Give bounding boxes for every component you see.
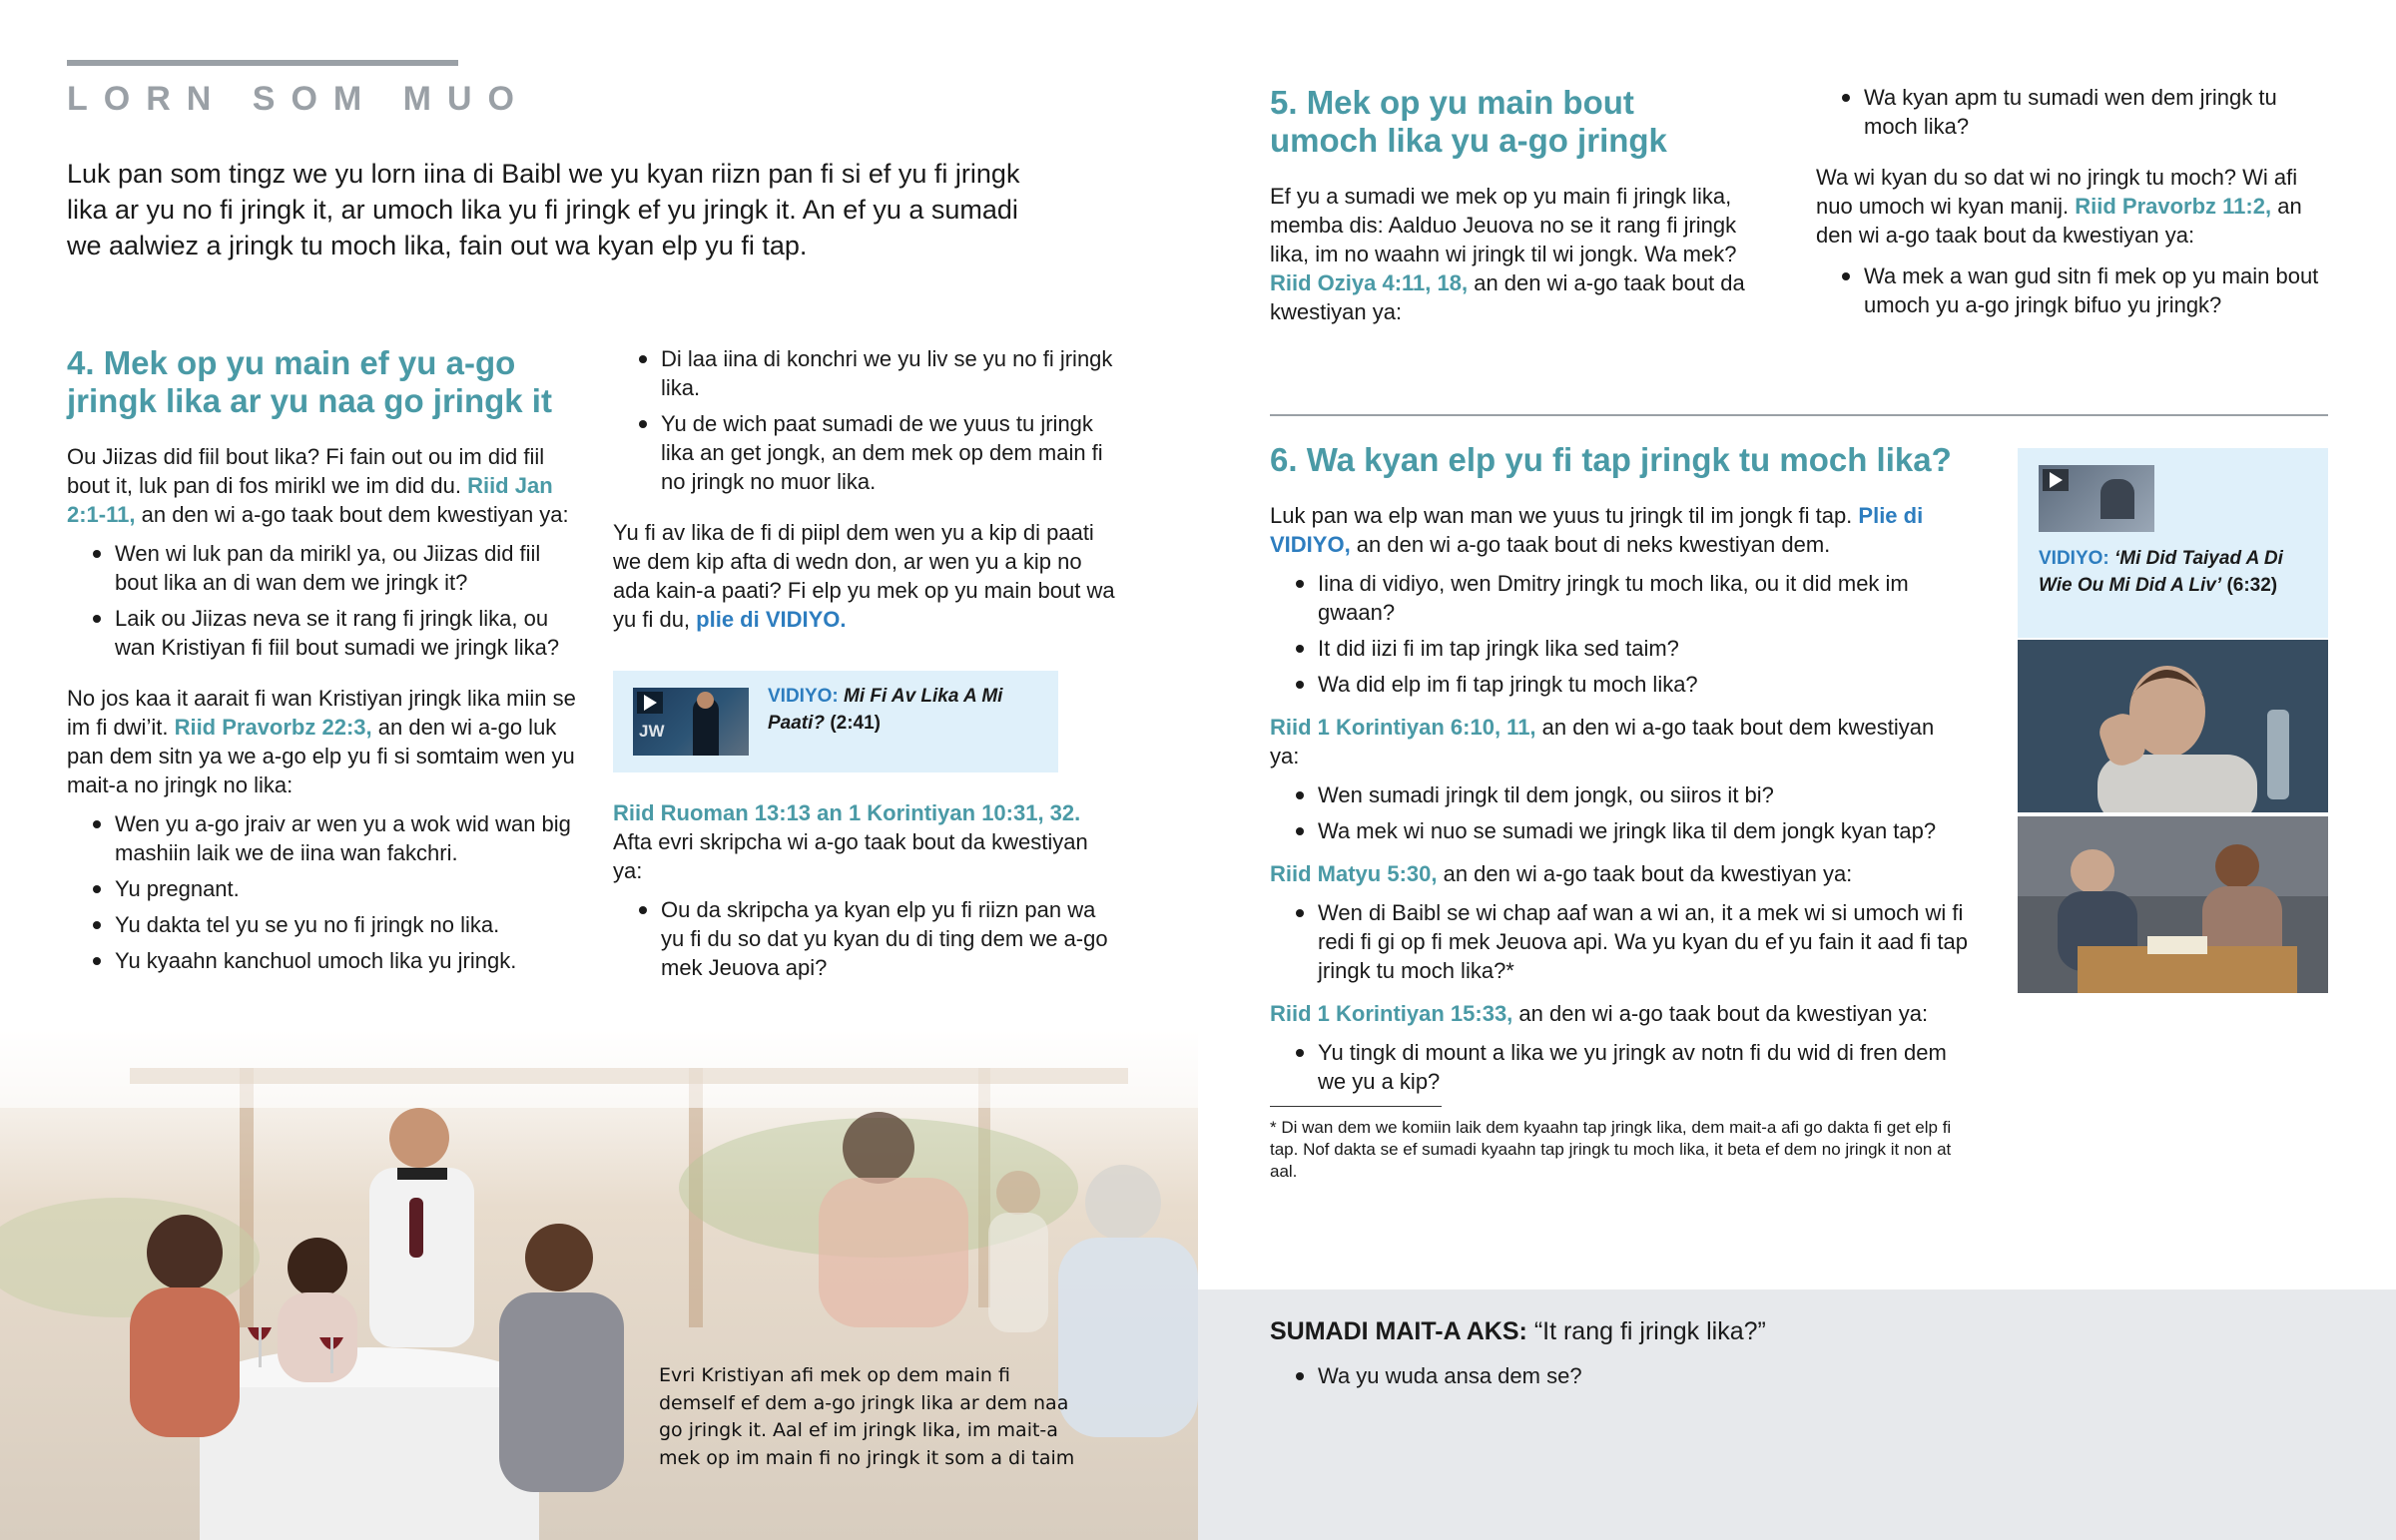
list-item: Di laa iina di konchri we yu liv se yu no fi jringk lika. xyxy=(613,344,1117,402)
play-icon[interactable] xyxy=(2050,472,2063,488)
question-list xyxy=(1816,83,2335,141)
list-item: Wen sumadi jringk til dem jongk, ou siiros it bi? xyxy=(1270,780,1969,809)
summary-box xyxy=(1198,1289,2396,1540)
jw-logo: JW xyxy=(639,722,665,741)
section-5-column-2 xyxy=(1816,83,2335,326)
section-label: LORN SOM MUO xyxy=(67,80,530,118)
video-thumbnail[interactable] xyxy=(633,688,749,756)
section-divider xyxy=(1270,414,2328,416)
section-4-column-2-bottom xyxy=(613,798,1117,989)
list-item: Wa mek a wan gud sitn fi mek op yu main bout umoch yu a-go jringk bifuo yu jringk? xyxy=(1816,261,2335,319)
scripture-link[interactable]: Riid Pravorbz 22:3, xyxy=(174,715,372,740)
play-icon[interactable] xyxy=(644,695,657,711)
list-item: Laik ou Jiizas neva se it rang fi jringk lika, ou wan Kristiyan fi fiil bout sumadi we jringk lika? xyxy=(67,604,586,662)
section-4-paragraph-4: Riid Ruoman 13:13 an 1 Korintiyan 10:31, 32. Afta evri skripcha wi a-go taak bout da kwestiyan ya: xyxy=(613,800,1088,883)
section-6-main xyxy=(1270,441,1969,1183)
summary-question-list xyxy=(1270,1361,1869,1397)
list-item: Yu kyaahn kanchuol umoch lika yu jringk. xyxy=(67,946,586,975)
question-list xyxy=(613,895,1117,982)
list-item: Wa did elp im fi tap jringk tu moch lika? xyxy=(1270,670,1969,699)
question-list xyxy=(1270,1038,1969,1096)
question-list xyxy=(67,539,586,662)
section-6-paragraph-2: Riid 1 Korintiyan 6:10, 11, an den wi a-go taak bout dem kwestiyan ya: xyxy=(1270,715,1935,769)
list-item: Wa mek wi nuo se sumadi we jringk lika til dem jongk kyan tap? xyxy=(1270,816,1969,845)
list-item: Wen di Baibl se wi chap aaf wan a wi an, it a mek wi si umoch wi fi redi fi gi op fi mek Jeuova api. Wa yu kyan du ef yu fain it aad fi tap jringk tu moch lika?* xyxy=(1270,898,1969,985)
footnote: * Di wan dem we komiin laik dem kyaahn tap jringk lika, dem mait-a afi go dakta fi get elp fi tap. Nof dakta se ef sumadi kyaahn tap jringk tu moch lika, it beta ef dem no jringk it non at aal. xyxy=(1270,1118,1952,1181)
video-duration: (6:32) xyxy=(2226,575,2278,596)
scripture-link[interactable]: Riid 1 Korintiyan 15:33, xyxy=(1270,1001,1513,1026)
list-item: Iina di vidiyo, wen Dmitry jringk tu moch lika, ou it did mek im gwaan? xyxy=(1270,569,1969,627)
section-4-heading: 4. Mek op yu main ef yu a-go jringk lika ar yu naa go jringk it xyxy=(67,344,552,419)
list-item: Ou da skripcha ya kyan elp yu fi riizn pan wa yu fi du so dat yu kyan du di ting dem we a-go mek Jeuova api? xyxy=(613,895,1117,982)
list-item: Wen wi luk pan da mirikl ya, ou Jiizas did fiil bout lika an di wan dem we jringk it? xyxy=(67,539,586,597)
video-title[interactable]: Mi Fi Av Lika A Mi Paati? xyxy=(768,686,1003,734)
play-video-link[interactable]: plie di VIDIYO. xyxy=(696,607,847,632)
scripture-link[interactable]: Riid Jan 2:1-11, xyxy=(67,473,553,527)
list-item: Yu de wich paat sumadi de we yuus tu jringk lika an get jongk, an dem mek op dem main fi no jringk no muor lika. xyxy=(613,409,1117,496)
section-4-column-2 xyxy=(613,344,1117,634)
section-4-paragraph-2: No jos kaa it aarait fi wan Kristiyan jringk lika miin se im fi dwi’it. Riid Pravorbz 22:3, an den wi a-go luk pan dem sitn ya we a-go elp yu fi si somtaim wen yu mait-a no jringk no lika: xyxy=(67,686,576,797)
question-list xyxy=(1270,780,1969,845)
video-card-dmitry[interactable] xyxy=(2018,448,2328,638)
situation-list-continued xyxy=(613,344,1117,496)
dinner-illustration xyxy=(0,1028,1198,1540)
question-list xyxy=(1816,261,2335,319)
list-item: It did iizi fi im tap jringk lika sed taim? xyxy=(1270,634,1969,663)
video-duration: (2:41) xyxy=(830,713,881,734)
list-item: Yu pregnant. xyxy=(67,874,586,903)
section-label-rule xyxy=(67,60,458,66)
section-4-paragraph-1: Ou Jiizas did fiil bout lika? Fi fain out ou im did fiil bout it, luk pan di fos mirikl we im did du. Riid Jan 2:1-11, an den wi a-go taak bout dem kwestiyan ya: xyxy=(67,444,569,527)
video-still-man-drinking xyxy=(2018,640,2328,812)
video-thumbnail[interactable] xyxy=(2039,465,2154,532)
video-still-image xyxy=(2018,640,2328,812)
section-5-heading: 5. Mek op yu main bout umoch lika yu a-go jringk xyxy=(1270,84,1667,159)
scripture-link[interactable]: Riid Matyu 5:30, xyxy=(1270,861,1438,886)
illustration-caption: Evri Kristiyan afi mek op dem main fi demself ef dem a-go jringk lika ar dem naa go jringk it. Aal ef im jringk lika, im mait-a mek op im main fi no jringk it som a di taim xyxy=(659,1364,1075,1469)
intro-paragraph: Luk pan som tingz we yu lorn iina di Baibl we yu kyan riizn pan fi si ef yu fi jringk lika ar yu no fi jringk it, ar umoch lika yu fi jringk ef yu jringk it. An ef yu a sumadi we aalwiez a jringk tu moch lika, fain out wa kyan elp yu fi tap. xyxy=(67,159,1020,260)
scripture-link[interactable]: Riid Pravorbz 11:2, xyxy=(2075,194,2272,219)
list-item: Wa yu wuda ansa dem se? xyxy=(1270,1361,1869,1390)
situation-list xyxy=(67,809,586,975)
list-item: Wen yu a-go jraiv ar wen yu a wok wid wan big mashiin laik we de iina wan fakchri. xyxy=(67,809,586,867)
scripture-link[interactable]: Riid Oziya 4:11, 18, xyxy=(1270,270,1469,295)
section-5-paragraph-1: Ef yu a sumadi we mek op yu main fi jringk lika, memba dis: Aalduo Jeuova no se it rang fi jringk lika, im no waahn wi jringk til wi jongk. Wa mek? Riid Oziya 4:11, 18, an den wi a-go taak bout da kwestiyan ya: xyxy=(1270,184,1745,324)
section-5-paragraph-2: Wa wi kyan du so dat wi no jringk tu moch? Wi afi nuo umoch wi kyan manij. Riid Pravorbz 11:2, an den wi a-go taak bout da kwestiyan ya: xyxy=(1816,165,2302,248)
question-list xyxy=(1270,898,1969,985)
summary-label: SUMADI MAIT-A AKS: xyxy=(1270,1317,1527,1345)
video-card-party[interactable] xyxy=(613,671,1058,772)
section-6-paragraph-3: Riid Matyu 5:30, an den wi a-go taak bout da kwestiyan ya: xyxy=(1270,861,1853,886)
presenter-head xyxy=(697,692,714,709)
summary-heading xyxy=(1270,1315,1766,1347)
video-label: VIDIYO: xyxy=(768,686,839,707)
play-video-link[interactable]: Plie di VIDIYO, xyxy=(1270,503,1924,557)
video-caption xyxy=(2039,545,2318,599)
video-label: VIDIYO: xyxy=(2039,548,2109,569)
scripture-link[interactable]: Riid 1 Korintiyan 6:10, 11, xyxy=(1270,715,1536,740)
video-still-bible-study xyxy=(2018,816,2328,993)
video-caption xyxy=(768,683,1037,737)
summary-quote: “It rang fi jringk lika?” xyxy=(1533,1317,1766,1345)
section-6-heading: 6. Wa kyan elp yu fi tap jringk tu moch lika? xyxy=(1270,441,1952,478)
section-6-paragraph-1: Luk pan wa elp wan man we yuus tu jringk til im jongk fi tap. Plie di VIDIYO, an den wi a-go taak bout di neks kwestiyan dem. xyxy=(1270,503,1924,557)
list-item: Yu tingk di mount a lika we yu jringk av notn fi du wid di fren dem we yu a kip? xyxy=(1270,1038,1969,1096)
video-title[interactable]: ‘Mi Did Taiyad A Di Wie Ou Mi Did A Liv’ xyxy=(2039,548,2283,596)
thumbnail-figure xyxy=(2100,479,2134,519)
scripture-link[interactable]: Riid Ruoman 13:13 an 1 Korintiyan 10:31, 32. xyxy=(613,800,1081,825)
list-item: Yu dakta tel yu se yu no fi jringk no lika. xyxy=(67,910,586,939)
section-4-paragraph-3: Yu fi av lika de fi di piipl dem wen yu a kip di paati we dem kip afta di wedn don, ar wen yu a kip no ada kain-a paati? Fi elp yu mek op yu main bout wa yu fi du, plie di VIDIYO. xyxy=(613,520,1115,632)
footnote-rule xyxy=(1270,1106,1442,1107)
question-list xyxy=(1270,569,1969,699)
section-4-column-1 xyxy=(67,344,586,982)
section-5-column-1 xyxy=(1270,84,1769,326)
video-still-image xyxy=(2018,816,2328,993)
section-6-paragraph-4: Riid 1 Korintiyan 15:33, an den wi a-go taak bout da kwestiyan ya: xyxy=(1270,1001,1929,1026)
list-item: Wa kyan apm tu sumadi wen dem jringk tu moch lika? xyxy=(1816,83,2335,141)
